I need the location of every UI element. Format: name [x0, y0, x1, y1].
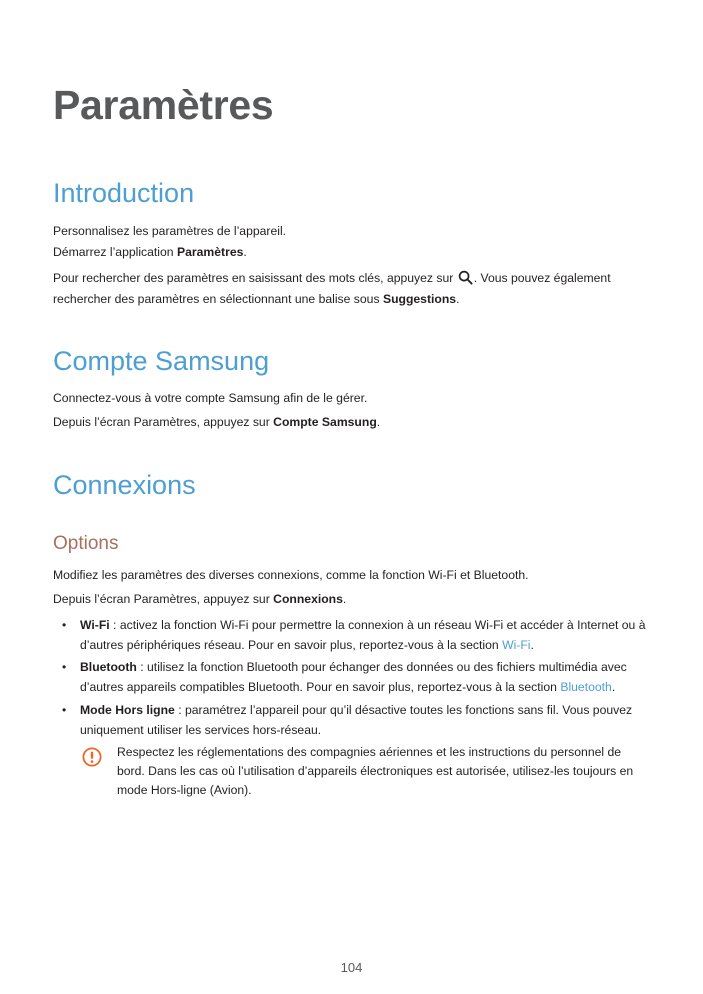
samsung-line-1: Connectez-vous à votre compte Samsung afin de le gérer.	[53, 391, 368, 405]
page-title: Paramètres	[53, 82, 274, 128]
airplane-mode-term: Mode Hors ligne	[80, 703, 175, 717]
list-item-airplane-mode	[80, 700, 650, 740]
connections-line-2-end: .	[342, 592, 347, 606]
intro-line-3-end: . Vous pouvez également	[473, 271, 611, 285]
bluetooth-section-link[interactable]: Bluetooth	[560, 680, 612, 694]
bluetooth-description: : utilisez la fonction Bluetooth pour échanger des données ou des fichiers multimédia avec d’autres appareils compatibles Bluetooth. Pour en savoir plus, reportez-vous à la section	[80, 660, 627, 694]
intro-line-1: Personnalisez les paramètres de l’appareil.	[53, 224, 287, 238]
list-item-bluetooth	[80, 657, 650, 697]
subheading-options: Options	[53, 533, 119, 554]
warning-icon	[82, 747, 102, 767]
connections-label: Connexions	[273, 592, 343, 606]
bullet-marker: •	[62, 618, 67, 632]
wifi-description: : activez la fonction Wi-Fi pour permettre la connexion à un réseau Wi-Fi et accéder à Internet ou à d’autres périphériques réseau. Pour en savoir plus, reportez-vous à la section	[80, 618, 646, 652]
samsung-line-2-end: .	[376, 415, 381, 429]
wifi-end: .	[530, 638, 534, 652]
intro-line-3-text: Pour rechercher des paramètres en saisissant des mots clés, appuyez sur	[53, 271, 457, 285]
bullet-marker: •	[62, 660, 67, 674]
intro-line-3	[53, 268, 611, 288]
samsung-line-2-text: Depuis l’écran Paramètres, appuyez sur	[53, 415, 274, 429]
intro-line-4-text: rechercher des paramètres en sélectionnant une balise sous	[53, 292, 383, 306]
intro-line-2-end: .	[243, 245, 247, 259]
bullet-marker: •	[62, 703, 67, 717]
connections-line-1: Modifiez les paramètres des diverses connexions, comme la fonction Wi-Fi et Bluetooth.	[53, 568, 529, 582]
list-item-wifi	[80, 615, 650, 655]
connections-line-2-text: Depuis l’écran Paramètres, appuyez sur	[53, 592, 274, 606]
search-icon	[458, 270, 473, 285]
section-heading-introduction: Introduction	[53, 178, 195, 208]
intro-line-4	[53, 289, 459, 309]
wifi-section-link[interactable]: Wi-Fi	[502, 638, 531, 652]
section-heading-samsung-account: Compte Samsung	[53, 346, 270, 376]
suggestions-label: Suggestions	[382, 292, 457, 306]
intro-line-2-text: Démarrez l’application	[53, 245, 177, 259]
airplane-mode-description: : paramétrez l’appareil pour qu’il désactive toutes les fonctions sans fil. Vous pouvez uniquement utiliser les services hors-réseau.	[80, 703, 633, 737]
bluetooth-term: Bluetooth	[80, 660, 137, 674]
intro-line-2	[53, 242, 247, 262]
bluetooth-end: .	[611, 680, 616, 694]
wifi-term: Wi-Fi	[80, 618, 110, 632]
warning-note: Respectez les réglementations des compagnies aériennes et les instructions du personnel de bord. Dans les cas où l’utilisation d’appareils électroniques est autorisée, utilisez-les toujours en mode Hors-ligne (Avion).	[117, 745, 634, 797]
page-number: 104	[340, 960, 363, 975]
intro-line-4-end: .	[456, 292, 460, 306]
samsung-account-label: Compte Samsung	[273, 415, 377, 429]
connections-line-2	[53, 589, 346, 609]
samsung-line-2	[53, 412, 380, 432]
section-heading-connections: Connexions	[53, 470, 196, 500]
settings-app-name: Paramètres	[176, 245, 244, 259]
